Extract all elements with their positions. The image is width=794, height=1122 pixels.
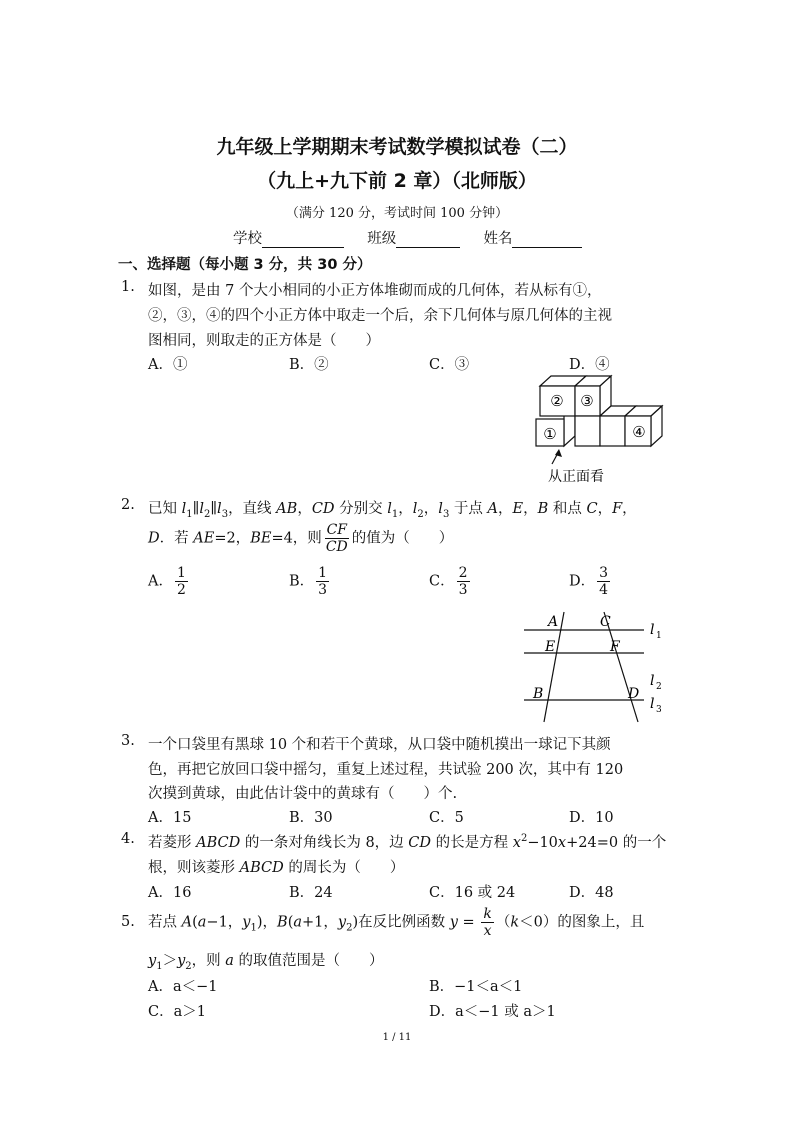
q4-option-d: D．48 [569, 885, 614, 901]
fig-label-l1: l [650, 622, 655, 638]
q3-text-line1: 一个口袋里有黑球 10 个和若干个黄球，从口袋中随机摸出一球记下其颜 [148, 737, 611, 753]
school-label: 学校 [233, 231, 262, 247]
fig-label-E: E [545, 639, 556, 655]
q3-option-b: B．30 [289, 810, 333, 826]
section-heading: 一、选择题（每小题 3 分，共 30 分） [118, 257, 372, 273]
fig-label-l2: l [650, 673, 655, 689]
fig-label-A: A [548, 614, 559, 630]
q4-option-b: B．24 [289, 885, 333, 901]
q1-cube-figure [528, 374, 678, 489]
q5-number: 5. [121, 914, 135, 930]
school-blank [262, 233, 344, 248]
q1-option-c: C．③ [429, 357, 470, 373]
view-caption: 从正面看 [548, 469, 604, 485]
q4-option-a: A．16 [148, 885, 192, 901]
q3-option-d: D．10 [569, 810, 614, 826]
class-label: 班级 [367, 231, 397, 247]
q2-option-c: C． $\frac{2}{3}$ [429, 565, 468, 598]
q4-option-c: C．16 或 24 [429, 885, 516, 901]
page-subtitle: （九上+九下前 2 章）（北师版） [257, 170, 537, 192]
exam-note: （满分 120 分，考试时间 100 分钟） [285, 206, 509, 221]
page-number: 1 / 11 [382, 1032, 412, 1043]
q2-option-d: D． $\frac{3}{4}$ [569, 565, 609, 598]
q1-option-d: D．④ [569, 357, 610, 373]
q3-option-c: C．5 [429, 810, 464, 826]
q2-text-line2: D．若 AE=2，BE=4，则 $\frac{CF}{CD}$ 的值为（ ） [148, 522, 454, 555]
q5-option-d: D．a＜−1 或 a＞1 [429, 1004, 556, 1020]
q1-number: 1. [121, 279, 135, 295]
q1-text-line3: 图相同，则取走的正方体是（ ） [148, 333, 380, 349]
q5-text-line1: 若点 A(a−1，$y_1$)，B(a+1，$y_2$)在反比例函数 y = $\frac{k}{x}$ （k＜0）的图象上，且 [148, 906, 645, 939]
name-blank [512, 233, 582, 248]
fig-label-D: D [628, 686, 640, 702]
cube-label-4: ④ [632, 423, 646, 441]
q3-number: 3. [121, 733, 135, 749]
fig-label-l3: l [650, 696, 655, 712]
cube-label-1: ① [543, 425, 557, 443]
cube-label-2: ② [550, 392, 564, 410]
q2-fraction: $\frac{CF}{CD}$ [325, 522, 348, 555]
svg-text:1: 1 [656, 631, 662, 641]
q5-option-b: B．−1＜a＜1 [429, 979, 523, 995]
q2-option-a: A． $\frac{1}{2}$ [148, 565, 186, 598]
cube-label-3: ③ [580, 392, 594, 410]
q4-number: 4. [121, 831, 135, 847]
q4-text-line2: 根，则该菱形 ABCD 的周长为（ ） [148, 860, 405, 876]
fig-label-B: B [533, 686, 544, 702]
q5-fraction: $\frac{k}{x}$ [483, 906, 492, 939]
q5-option-c: C．a＞1 [148, 1004, 206, 1020]
q3-option-a: A．15 [148, 810, 192, 826]
q2-option-b: B． $\frac{1}{3}$ [289, 565, 328, 598]
q1-option-b: B．② [289, 357, 329, 373]
class-blank [396, 233, 460, 248]
q1-option-a: A．① [148, 357, 188, 373]
page-title: 九年级上学期期末考试数学模拟试卷（二） [216, 136, 578, 158]
name-label: 姓名 [483, 231, 513, 247]
fig-label-C: C [600, 614, 611, 630]
svg-text:3: 3 [656, 705, 662, 715]
q1-text-line1: 如图，是由 7 个大小相同的小正方体堆砌而成的几何体，若从标有①， [148, 283, 602, 299]
fig-label-F: F [610, 639, 620, 655]
q3-text-line2: 色，再把它放回口袋中摇匀，重复上述过程，共试验 200 次，其中有 120 [148, 762, 624, 778]
info-fields [233, 227, 582, 248]
q3-text-line3: 次摸到黄球，由此估计袋中的黄球有（ ）个. [148, 786, 458, 802]
q2-parallel-lines-figure [520, 608, 670, 726]
q1-text-line2: ②，③，④的四个小正方体中取走一个后，余下几何体与原几何体的主视 [148, 308, 612, 324]
q5-option-a: A．a＜−1 [148, 979, 218, 995]
q4-text-line1: 若菱形 ABCD 的一条对角线长为 8，边 CD 的长是方程 $x^2-10x+24=0$ 的一个 [148, 833, 667, 851]
q5-text-line2: $y_1>y_2$，则 a 的取值范围是（ ） [148, 953, 384, 972]
q2-number: 2. [121, 497, 135, 513]
svg-text:2: 2 [656, 682, 662, 692]
q2-text-line1: 已知 $l_1\parallel l_2\parallel l_3$，直线 AB，CD 分别交 $l_1$，$l_2$，$l_3$ 于点 A，E，B 和点 C，F， [148, 501, 637, 520]
